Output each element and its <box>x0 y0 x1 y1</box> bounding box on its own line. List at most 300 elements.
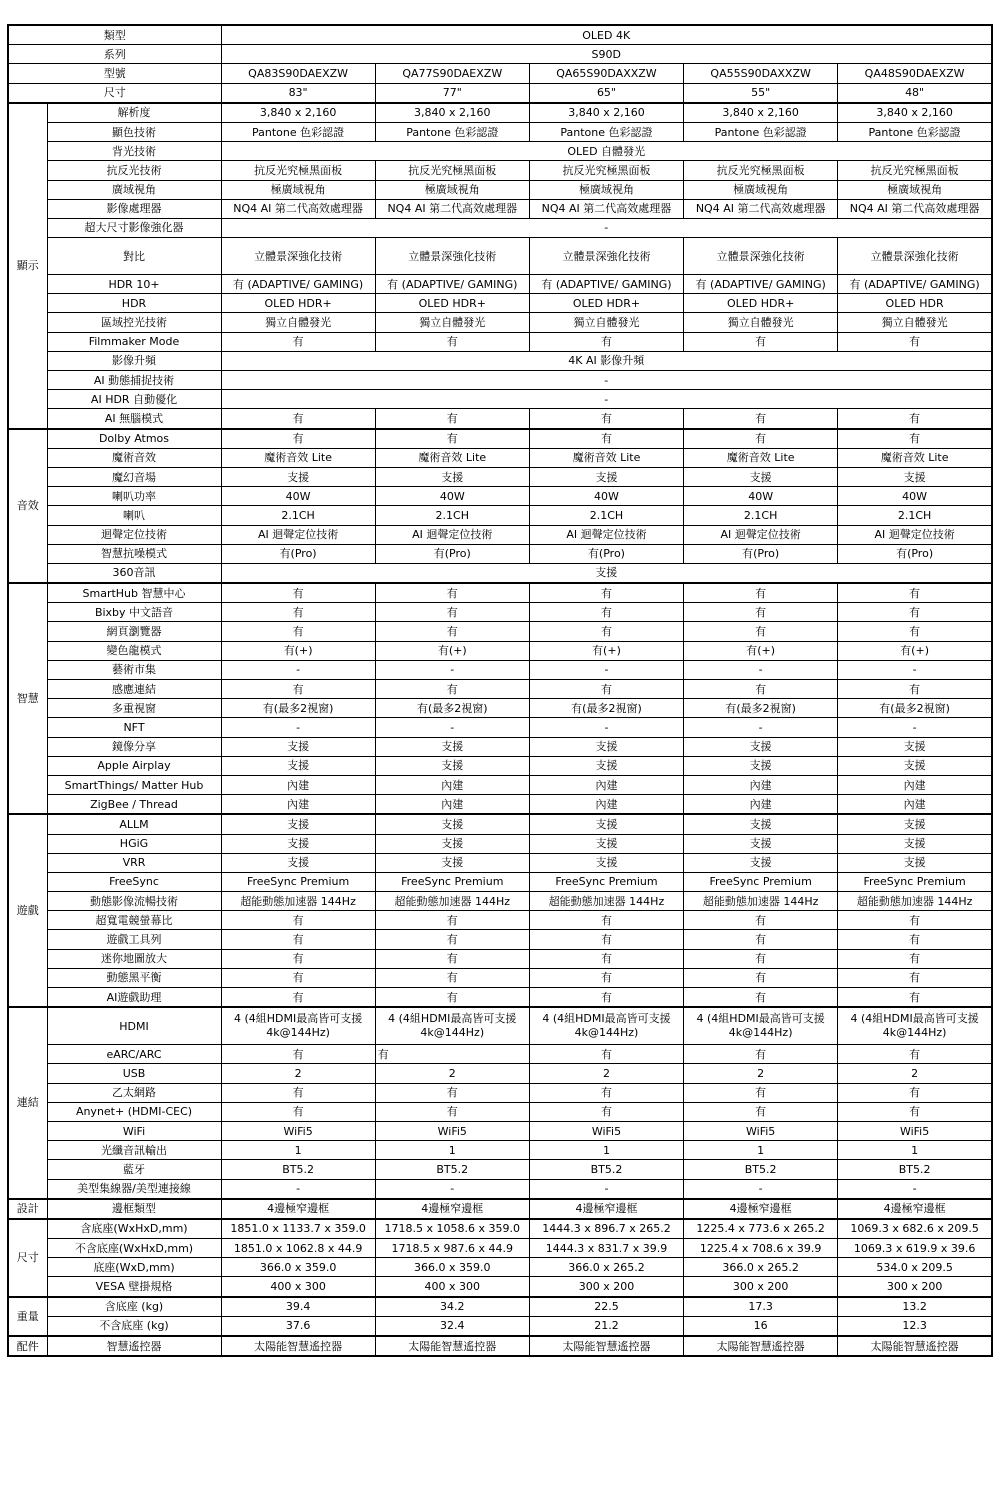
value-cell: 有(最多2視窗) <box>684 699 838 718</box>
value-cell: 有 <box>684 603 838 622</box>
value-cell: - <box>838 718 992 737</box>
value-cell: - <box>529 660 683 679</box>
feature-label: WiFi <box>47 1121 221 1140</box>
value-cell: 內建 <box>375 795 529 815</box>
value-cell: 有 <box>375 429 529 449</box>
value-cell: 有 <box>529 429 683 449</box>
value-cell: 4 (4組HDMI最高皆可支援 4k@144Hz) <box>838 1007 992 1045</box>
table-row <box>8 487 992 506</box>
table-row <box>8 1160 992 1179</box>
value-cell: 有(最多2視窗) <box>838 699 992 718</box>
feature-label: 超寬電競螢幕比 <box>47 911 221 930</box>
value-cell: 有 <box>529 930 683 949</box>
value-cell: 2 <box>221 1064 375 1083</box>
table-row <box>8 313 992 332</box>
value-cell: 300 x 200 <box>684 1277 838 1297</box>
value-cell: 抗反光究極黑面板 <box>838 161 992 180</box>
value-cell: 有(最多2視窗) <box>375 699 529 718</box>
table-row <box>8 199 992 218</box>
value-cell: 4邊極窄邊框 <box>684 1199 838 1219</box>
value-cell: 獨立自體發光 <box>529 313 683 332</box>
value-cell: 有 <box>221 968 375 987</box>
table-row <box>8 1102 992 1121</box>
value-cell: 1069.3 x 682.6 x 209.5 <box>838 1219 992 1239</box>
value-cell: 有 <box>838 1102 992 1121</box>
value-cell: 有 <box>375 1083 529 1102</box>
value-cell: 有 <box>375 332 529 351</box>
value-cell: OLED HDR+ <box>529 294 683 313</box>
value-cell: FreeSync Premium <box>529 872 683 891</box>
value-cell: 有 <box>375 603 529 622</box>
feature-label: HGiG <box>47 834 221 853</box>
table-row <box>8 680 992 699</box>
value-cell: 40W <box>684 487 838 506</box>
value-cell: 有 <box>529 988 683 1008</box>
value-cell: 有 <box>375 1045 529 1064</box>
section-label-connectivity: 連結 <box>8 1007 47 1199</box>
value-cell: AI 迴聲定位技術 <box>221 525 375 544</box>
value-cell: 2.1CH <box>375 506 529 525</box>
value-cell: BT5.2 <box>375 1160 529 1179</box>
feature-label: Bixby 中文語音 <box>47 603 221 622</box>
table-row <box>8 429 992 449</box>
table-row <box>8 622 992 641</box>
value-cell: 有 (ADAPTIVE/ GAMING) <box>684 275 838 294</box>
value-cell: BT5.2 <box>529 1160 683 1179</box>
value-cell: 有 <box>684 583 838 603</box>
value-cell: 內建 <box>684 795 838 815</box>
value-cell: 立體景深強化技術 <box>529 238 683 275</box>
value-cell: 支援 <box>838 814 992 834</box>
value-cell: - <box>684 1179 838 1199</box>
value-cell: 極廣域視角 <box>838 180 992 199</box>
size-cell: 55" <box>684 83 838 103</box>
value-cell: 內建 <box>221 795 375 815</box>
value-cell: 支援 <box>221 467 375 486</box>
value-cell: 37.6 <box>221 1316 375 1336</box>
label-model: 型號 <box>8 64 221 83</box>
value-cell: NQ4 AI 第二代高效處理器 <box>221 199 375 218</box>
value-cell: 1444.3 x 831.7 x 39.9 <box>529 1239 683 1258</box>
value-cell: 1718.5 x 987.6 x 44.9 <box>375 1239 529 1258</box>
feature-label: 區域控光技術 <box>47 313 221 332</box>
value-cell: - <box>221 660 375 679</box>
value-cell: 支援 <box>375 756 529 775</box>
value-cell: 有 <box>529 680 683 699</box>
value-cell: 4 (4組HDMI最高皆可支援 4k@144Hz) <box>221 1007 375 1045</box>
size-cell: 48" <box>838 83 992 103</box>
value-cell: 支援 <box>529 467 683 486</box>
section-label-accessories: 配件 <box>8 1336 47 1356</box>
value-cell: 2 <box>529 1064 683 1083</box>
value-cell: 有 <box>375 583 529 603</box>
value-cell: 有 <box>221 583 375 603</box>
value-cell: 支援 <box>838 834 992 853</box>
value-cell: 魔術音效 Lite <box>221 448 375 467</box>
value-cell: 366.0 x 359.0 <box>375 1258 529 1277</box>
value-cell: 超能動態加速器 144Hz <box>375 892 529 911</box>
value-cell: 有(Pro) <box>221 544 375 563</box>
value-cell: 有 <box>684 1083 838 1102</box>
value-cell: 300 x 200 <box>529 1277 683 1297</box>
value-cell: 獨立自體發光 <box>838 313 992 332</box>
value-cell: FreeSync Premium <box>375 872 529 891</box>
value-cell: 有 <box>221 988 375 1008</box>
value-cell: 抗反光究極黑面板 <box>375 161 529 180</box>
value-cell: 有 <box>375 622 529 641</box>
value-cell: 內建 <box>529 775 683 794</box>
value-cell: FreeSync Premium <box>684 872 838 891</box>
value-cell: 魔術音效 Lite <box>529 448 683 467</box>
section-label-display: 顯示 <box>8 103 47 429</box>
value-cell: 太陽能智慧遙控器 <box>838 1336 992 1356</box>
table-row <box>8 142 992 161</box>
section-label-design: 設計 <box>8 1199 47 1219</box>
value-cell: 22.5 <box>529 1297 683 1317</box>
value-cell: - <box>684 660 838 679</box>
value-cell: - <box>221 718 375 737</box>
value-cell: 內建 <box>221 775 375 794</box>
table-row <box>8 1336 992 1356</box>
section-label-weight: 重量 <box>8 1297 47 1336</box>
value-cell: 有 (ADAPTIVE/ GAMING) <box>529 275 683 294</box>
value-cell: 立體景深強化技術 <box>221 238 375 275</box>
feature-label: 魔幻音場 <box>47 467 221 486</box>
feature-label: HDR 10+ <box>47 275 221 294</box>
value-cell: 極廣域視角 <box>684 180 838 199</box>
value-cell: AI 迴聲定位技術 <box>838 525 992 544</box>
value-cell: 魔術音效 Lite <box>375 448 529 467</box>
value-cell: 支援 <box>684 814 838 834</box>
table-row <box>8 448 992 467</box>
value-cell: 有 <box>221 603 375 622</box>
value-cell: 有 <box>838 930 992 949</box>
value-cell: 有(+) <box>684 641 838 660</box>
value-cell: 有(+) <box>838 641 992 660</box>
value-cell: 太陽能智慧遙控器 <box>529 1336 683 1356</box>
table-row <box>8 1239 992 1258</box>
value-cell: 有 <box>221 1045 375 1064</box>
value-cell: 有 <box>221 409 375 429</box>
value-cell: 有(+) <box>375 641 529 660</box>
value-cell: 超能動態加速器 144Hz <box>684 892 838 911</box>
feature-label: ZigBee / Thread <box>47 795 221 815</box>
value-cell: 有 <box>221 1083 375 1102</box>
table-row <box>8 180 992 199</box>
value-type: OLED 4K <box>221 25 992 45</box>
feature-label: 魔術音效 <box>47 448 221 467</box>
value-cell: 2.1CH <box>529 506 683 525</box>
model-cell: QA48S90DAEXZW <box>838 64 992 83</box>
feature-label: 喇叭功率 <box>47 487 221 506</box>
value-cell: 有 <box>838 622 992 641</box>
value-cell: - <box>838 660 992 679</box>
feature-label: 影像處理器 <box>47 199 221 218</box>
feature-label: 感應連結 <box>47 680 221 699</box>
value-cell: 抗反光究極黑面板 <box>529 161 683 180</box>
value-cell: 有 <box>221 622 375 641</box>
value-cell: OLED HDR+ <box>684 294 838 313</box>
value-cell: - <box>529 1179 683 1199</box>
value-cell: 有 <box>375 968 529 987</box>
table-row <box>8 294 992 313</box>
value-cell: 有 <box>221 930 375 949</box>
value-cell: NQ4 AI 第二代高效處理器 <box>684 199 838 218</box>
value-cell: 有 <box>684 1045 838 1064</box>
value-cell: 有 <box>838 1083 992 1102</box>
value-cell: 12.3 <box>838 1316 992 1336</box>
feature-label: Dolby Atmos <box>47 429 221 449</box>
table-row <box>8 968 992 987</box>
feature-label: SmartHub 智慧中心 <box>47 583 221 603</box>
feature-label: 顯色技術 <box>47 122 221 141</box>
table-row <box>8 1121 992 1140</box>
size-cell: 83" <box>221 83 375 103</box>
value-cell: 有 <box>221 911 375 930</box>
feature-label: 動態黑平衡 <box>47 968 221 987</box>
table-row <box>8 1083 992 1102</box>
value-cell: 2.1CH <box>221 506 375 525</box>
size-cell: 65" <box>529 83 683 103</box>
feature-label: 不含底座 (kg) <box>47 1316 221 1336</box>
value-cell: 1 <box>529 1141 683 1160</box>
value-cell: Pantone 色彩認證 <box>684 122 838 141</box>
merged-value-cell: OLED 自體發光 <box>221 142 992 161</box>
value-cell: 1444.3 x 896.7 x 265.2 <box>529 1219 683 1239</box>
value-cell: WiFi5 <box>221 1121 375 1140</box>
table-row <box>8 834 992 853</box>
table-row <box>8 603 992 622</box>
value-cell: 366.0 x 265.2 <box>529 1258 683 1277</box>
table-row <box>8 1179 992 1199</box>
value-cell: 2.1CH <box>838 506 992 525</box>
merged-value-cell: 支援 <box>221 563 992 583</box>
value-cell: 支援 <box>221 737 375 756</box>
value-cell: WiFi5 <box>838 1121 992 1140</box>
feature-label: 網頁瀏覽器 <box>47 622 221 641</box>
value-cell: 有 <box>375 949 529 968</box>
value-cell: 2.1CH <box>684 506 838 525</box>
value-cell: 1851.0 x 1133.7 x 359.0 <box>221 1219 375 1239</box>
value-cell: - <box>838 1179 992 1199</box>
table-row <box>8 853 992 872</box>
value-cell: - <box>375 660 529 679</box>
value-cell: WiFi5 <box>684 1121 838 1140</box>
value-cell: 太陽能智慧遙控器 <box>375 1336 529 1356</box>
value-cell: 有 <box>838 332 992 351</box>
value-cell: 4邊極窄邊框 <box>838 1199 992 1219</box>
value-cell: 有 <box>221 1102 375 1121</box>
value-cell: 支援 <box>221 756 375 775</box>
feature-label: USB <box>47 1064 221 1083</box>
merged-value-cell: 4K AI 影像升頻 <box>221 351 992 370</box>
value-cell: 超能動態加速器 144Hz <box>838 892 992 911</box>
value-cell: 有 <box>684 429 838 449</box>
table-row <box>8 409 992 429</box>
table-row <box>8 1297 992 1317</box>
value-cell: 支援 <box>684 467 838 486</box>
feature-label: 迴聲定位技術 <box>47 525 221 544</box>
value-cell: Pantone 色彩認證 <box>221 122 375 141</box>
value-cell: 極廣域視角 <box>529 180 683 199</box>
value-cell: 有 <box>838 583 992 603</box>
table-row <box>8 699 992 718</box>
value-cell: 有 <box>684 332 838 351</box>
value-cell: 有 <box>221 949 375 968</box>
section-label-dimensions: 尺寸 <box>8 1219 47 1297</box>
feature-label: HDR <box>47 294 221 313</box>
table-row <box>8 218 992 237</box>
feature-label: eARC/ARC <box>47 1045 221 1064</box>
value-cell: 支援 <box>684 853 838 872</box>
feature-label: 360音訊 <box>47 563 221 583</box>
value-cell: 3,840 x 2,160 <box>838 103 992 123</box>
value-cell: 有 <box>529 603 683 622</box>
table-row <box>8 275 992 294</box>
value-cell: 40W <box>375 487 529 506</box>
value-cell: 有(Pro) <box>684 544 838 563</box>
value-cell: 17.3 <box>684 1297 838 1317</box>
value-cell: 4 (4組HDMI最高皆可支援 4k@144Hz) <box>375 1007 529 1045</box>
value-cell: 1851.0 x 1062.8 x 44.9 <box>221 1239 375 1258</box>
value-cell: 有 <box>529 968 683 987</box>
table-row <box>8 1007 992 1045</box>
value-cell: 支援 <box>221 834 375 853</box>
value-cell: 3,840 x 2,160 <box>375 103 529 123</box>
value-cell: 有 <box>684 409 838 429</box>
value-cell: BT5.2 <box>221 1160 375 1179</box>
value-cell: 魔術音效 Lite <box>684 448 838 467</box>
value-cell: 4 (4組HDMI最高皆可支援 4k@144Hz) <box>684 1007 838 1045</box>
feature-label: 含底座(WxHxD,mm) <box>47 1219 221 1239</box>
table-row <box>8 1199 992 1219</box>
value-cell: 立體景深強化技術 <box>684 238 838 275</box>
spec-table <box>7 24 993 1357</box>
feature-label: 抗反光技術 <box>47 161 221 180</box>
merged-value-cell: - <box>221 218 992 237</box>
value-cell: 366.0 x 359.0 <box>221 1258 375 1277</box>
value-cell: 有 <box>529 1102 683 1121</box>
value-cell: 有 <box>221 680 375 699</box>
table-row <box>8 1258 992 1277</box>
table-row <box>8 1219 992 1239</box>
table-row <box>8 988 992 1008</box>
value-cell: 有 <box>529 409 683 429</box>
value-cell: 有 <box>375 680 529 699</box>
feature-label: Filmmaker Mode <box>47 332 221 351</box>
value-cell: 1225.4 x 708.6 x 39.9 <box>684 1239 838 1258</box>
value-cell: 支援 <box>838 467 992 486</box>
value-cell: 有(最多2視窗) <box>221 699 375 718</box>
value-cell: 獨立自體發光 <box>375 313 529 332</box>
row-size <box>8 83 992 103</box>
value-cell: Pantone 色彩認證 <box>375 122 529 141</box>
value-cell: 1225.4 x 773.6 x 265.2 <box>684 1219 838 1239</box>
feature-label: 不含底座(WxHxD,mm) <box>47 1239 221 1258</box>
value-cell: 有(最多2視窗) <box>529 699 683 718</box>
value-cell: FreeSync Premium <box>838 872 992 891</box>
value-cell: 支援 <box>529 756 683 775</box>
value-cell: 獨立自體發光 <box>221 313 375 332</box>
table-row <box>8 1277 992 1297</box>
model-cell: QA77S90DAEXZW <box>375 64 529 83</box>
table-row <box>8 660 992 679</box>
value-cell: 支援 <box>684 756 838 775</box>
value-cell: 有 <box>529 949 683 968</box>
model-cell: QA65S90DAXXZW <box>529 64 683 83</box>
feature-label: ALLM <box>47 814 221 834</box>
value-cell: 有 <box>529 332 683 351</box>
feature-label: 智慧抗噪模式 <box>47 544 221 563</box>
value-cell: 抗反光究極黑面板 <box>684 161 838 180</box>
value-cell: AI 迴聲定位技術 <box>375 525 529 544</box>
feature-label: 變色龍模式 <box>47 641 221 660</box>
feature-label: SmartThings/ Matter Hub <box>47 775 221 794</box>
value-cell: 支援 <box>375 853 529 872</box>
table-row <box>8 737 992 756</box>
value-cell: 1 <box>684 1141 838 1160</box>
value-cell: 40W <box>221 487 375 506</box>
value-cell: NQ4 AI 第二代高效處理器 <box>529 199 683 218</box>
value-cell: 4邊極窄邊框 <box>529 1199 683 1219</box>
table-row <box>8 351 992 370</box>
value-cell: 有 <box>684 622 838 641</box>
value-cell: 有 <box>838 988 992 1008</box>
table-row <box>8 103 992 123</box>
value-cell: 立體景深強化技術 <box>375 238 529 275</box>
value-cell: - <box>529 718 683 737</box>
table-row <box>8 892 992 911</box>
value-cell: 有 <box>838 603 992 622</box>
value-cell: - <box>375 1179 529 1199</box>
feature-label: HDMI <box>47 1007 221 1045</box>
table-row <box>8 795 992 815</box>
value-cell: 1 <box>221 1141 375 1160</box>
value-cell: 3,840 x 2,160 <box>529 103 683 123</box>
value-cell: 有 <box>838 429 992 449</box>
table-row <box>8 949 992 968</box>
value-cell: - <box>375 718 529 737</box>
value-cell: 4邊極窄邊框 <box>375 1199 529 1219</box>
value-cell: 支援 <box>221 814 375 834</box>
value-cell: 有 (ADAPTIVE/ GAMING) <box>375 275 529 294</box>
label-size: 尺寸 <box>8 83 221 103</box>
value-cell: 39.4 <box>221 1297 375 1317</box>
spec-table-body <box>8 25 992 1356</box>
value-cell: OLED HDR <box>838 294 992 313</box>
feature-label: Anynet+ (HDMI-CEC) <box>47 1102 221 1121</box>
table-row <box>8 122 992 141</box>
value-cell: 有(Pro) <box>375 544 529 563</box>
feature-label: 超大尺寸影像強化器 <box>47 218 221 237</box>
table-row <box>8 1141 992 1160</box>
value-cell: 有 (ADAPTIVE/ GAMING) <box>838 275 992 294</box>
value-cell: 2 <box>375 1064 529 1083</box>
feature-label: Apple Airplay <box>47 756 221 775</box>
value-cell: 4 (4組HDMI最高皆可支援 4k@144Hz) <box>529 1007 683 1045</box>
feature-label: 底座(WxD,mm) <box>47 1258 221 1277</box>
value-cell: 有 <box>684 930 838 949</box>
label-series: 系列 <box>8 45 221 64</box>
row-model <box>8 64 992 83</box>
value-cell: 16 <box>684 1316 838 1336</box>
value-series: S90D <box>221 45 992 64</box>
value-cell: 內建 <box>375 775 529 794</box>
value-cell: 有 <box>838 949 992 968</box>
value-cell: 有 <box>375 409 529 429</box>
value-cell: 400 x 300 <box>221 1277 375 1297</box>
value-cell: 支援 <box>684 737 838 756</box>
